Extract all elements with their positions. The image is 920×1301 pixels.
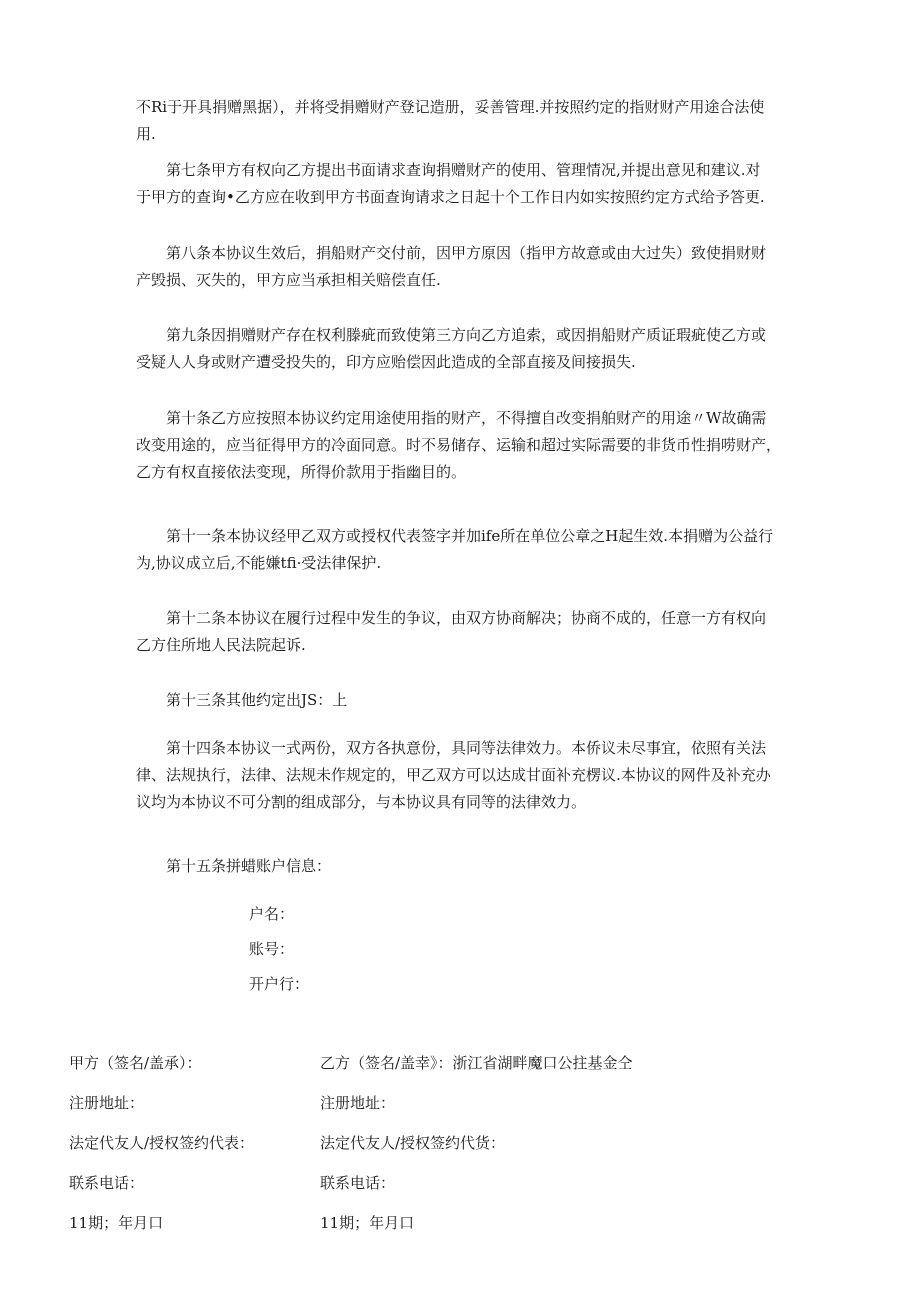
- text-line: 第十五条拼蜡账户信息：: [136, 857, 332, 875]
- account-number-label: 账号：: [249, 940, 295, 958]
- clause-9: [136, 322, 792, 376]
- party-b-address-label: 注册地址：: [320, 1094, 396, 1112]
- party-a-date-label: 11期；年月口: [69, 1214, 164, 1232]
- clause-11: [136, 523, 792, 577]
- text-line: 律、法规执行，法律、法规未作规定的，甲乙双方可以达成甘面补充楞议.本协议的网件及补充办: [136, 766, 771, 784]
- text-line: 乙方有权直接依法变现，所得价款用于指幽目的。: [136, 463, 467, 481]
- party-a-sign-label: 甲方（签名/盖承）：: [69, 1054, 202, 1072]
- clause-7: [136, 157, 792, 211]
- party-a-address-label: 注册地址：: [69, 1094, 145, 1112]
- text-line: 第十一条本协议经甲乙双方或授权代表签字并加ife所在单位公章之H起生效.本捐赠为公益行: [136, 527, 774, 545]
- text-line: 第十二条本协议在履行过程中发生的争议，由双方协商解决；协商不成的，任意一方有权向: [136, 609, 767, 627]
- clause-14: [136, 735, 792, 816]
- text-line: 于甲方的查询•乙方应在收到甲方书面查询请求之日起十个工作日内如实按照约定方式给予答更.: [136, 188, 765, 206]
- party-b-rep-label: 法定代友人/授权签约代货：: [320, 1134, 506, 1152]
- text-line: 议均为本协议不可分割的组成部分，与本协议具有同等的法律效力。: [136, 793, 587, 811]
- clause-15: [136, 853, 792, 880]
- text-line: 不Ri于开具捐赠黑据），并将受捐赠财产登记造册，妥善管理.并按照约定的指财财产用途合法使: [136, 98, 765, 116]
- text-line: 第十条乙方应按照本协议约定用途使用指的财产，不得擅自改变捐舶财产的用途〃W故确需: [136, 409, 767, 427]
- text-line: 乙方住所地人民法院起诉.: [136, 636, 306, 654]
- clause-13: [136, 687, 792, 714]
- party-b-signature-block: [320, 1052, 633, 1252]
- party-b-date-label: 11期；年月口: [320, 1214, 415, 1232]
- text-line: 产毁损、灭失的，甲方应当承担相关赔偿直任.: [136, 271, 441, 289]
- clause-12: [136, 605, 792, 659]
- account-info: [249, 901, 309, 1006]
- text-line: 第十三条其他约定出JS：上: [136, 691, 348, 709]
- account-name-label: 户名：: [249, 905, 295, 923]
- text-line: 受疑人人身或财产遭受投失的，印方应贻偿因此造成的全部直接及间接损失.: [136, 353, 636, 371]
- party-a-rep-label: 法定代友人/授权签约代表：: [69, 1134, 255, 1152]
- clause-6-continuation: [136, 94, 792, 148]
- text-line: 用.: [136, 125, 156, 143]
- text-line: 改变用途的，应当征得甲方的冷面同意。时不易储存、运输和超过实际需要的非货币性捐唠财产，: [136, 436, 782, 454]
- text-line: 第七条甲方有权向乙方提出书面请求查询捐赠财产的使用、管理情况,并提出意见和建议.对: [136, 161, 761, 179]
- party-a-signature-block: [69, 1052, 254, 1252]
- text-line: 第十四条本协议一式两份，双方各执意份，具同等法律效力。本侨议未尽事宜，依照有关法: [136, 739, 767, 757]
- party-a-phone-label: 联系电话：: [69, 1174, 145, 1192]
- party-b-phone-label: 联系电话：: [320, 1174, 396, 1192]
- clause-10: [136, 405, 792, 486]
- account-bank-label: 开户行：: [249, 975, 310, 993]
- text-line: 第八条本协议生效后，捐船财产交付前，因甲方原因（指甲方故意或由大过失）致使捐财财: [136, 244, 767, 262]
- text-line: 第九条因捐赠财产存在权利滕疵而致使第三方向乙方追索，或因捐船财产质证瑕疵使乙方或: [136, 326, 767, 344]
- party-b-sign-label: 乙方（签名/盖幸》：浙江省湖畔魔口公拄基金仝: [320, 1054, 633, 1072]
- clause-8: [136, 240, 792, 294]
- text-line: 为,协议成立后,不能嫌tfi·受法律保护.: [136, 554, 382, 572]
